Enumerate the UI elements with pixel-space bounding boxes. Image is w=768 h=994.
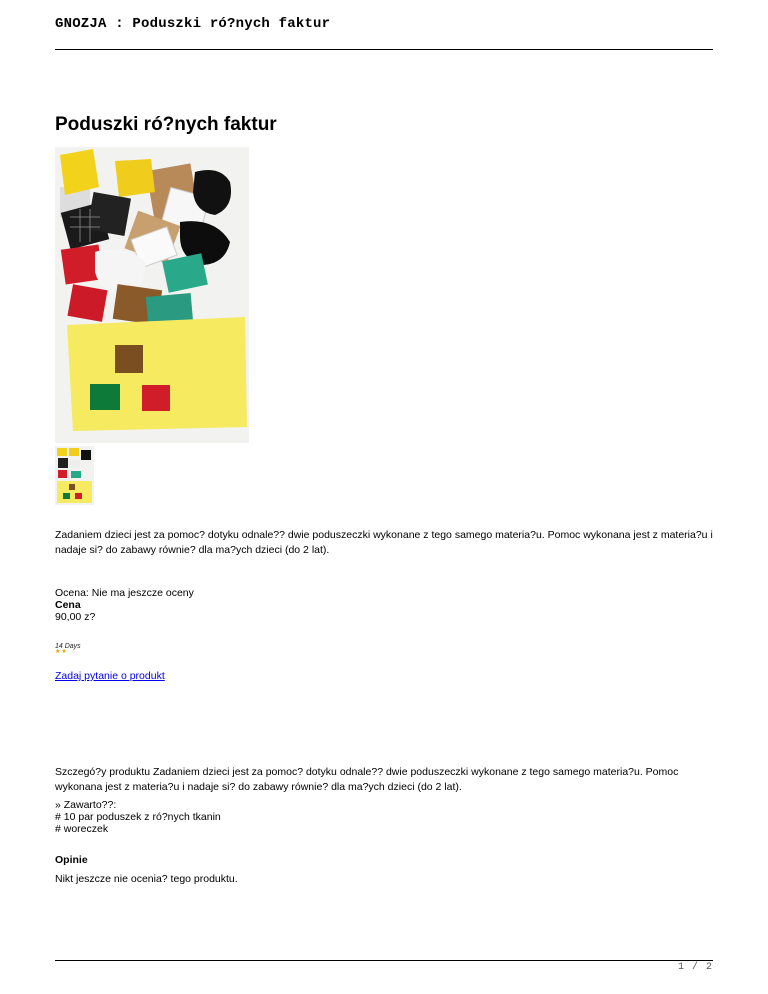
page-number: 1 / 2 [677, 962, 713, 973]
product-image[interactable] [55, 147, 249, 443]
contents-heading: » Zawarto??: [55, 799, 117, 811]
product-description: Zadaniem dzieci jest za pomoc? dotyku odnale?? dwie poduszeczki wykonane z tego samego materia?u. Pomoc wykonana jest z materia?u i nadaje si? do zabawy równie? dla ma?ych dzieci (do 2 lat). [55, 529, 713, 556]
product-details: Szczegó?y produktu Zadaniem dzieci jest za pomoc? dotyku odnale?? dwie poduszeczki wykonane z tego samego materia?u. Pomoc wykonana jest z materia?u i nadaje si? do zabawy równie? dla ma?ych dzieci (do 2 lat). [55, 766, 679, 793]
rating-text: Ocena: Nie ma jeszcze oceny [55, 587, 194, 599]
delivery-badge [55, 643, 81, 655]
reviews-text: Nikt jeszcze nie ocenia? tego produktu. [55, 873, 238, 885]
header-divider [55, 49, 713, 50]
footer-divider [55, 960, 713, 961]
contents-item: # woreczek [55, 823, 109, 835]
product-thumbnail[interactable] [55, 446, 94, 505]
reviews-heading: Opinie [55, 854, 88, 866]
contents-item: # 10 par poduszek z ró?nych tkanin [55, 811, 221, 823]
delivery-badge-text: 14 Days [55, 643, 81, 650]
header-title: GNOZJA : Poduszki ró?nych faktur [55, 16, 331, 32]
ask-question-link[interactable]: Zadaj pytanie o produkt [55, 670, 165, 682]
page-title: Poduszki ró?nych faktur [55, 114, 277, 135]
price-value: 90,00 z? [55, 611, 96, 623]
badge-stars-icon: ★★ [55, 649, 68, 655]
price-label: Cena [55, 599, 81, 611]
